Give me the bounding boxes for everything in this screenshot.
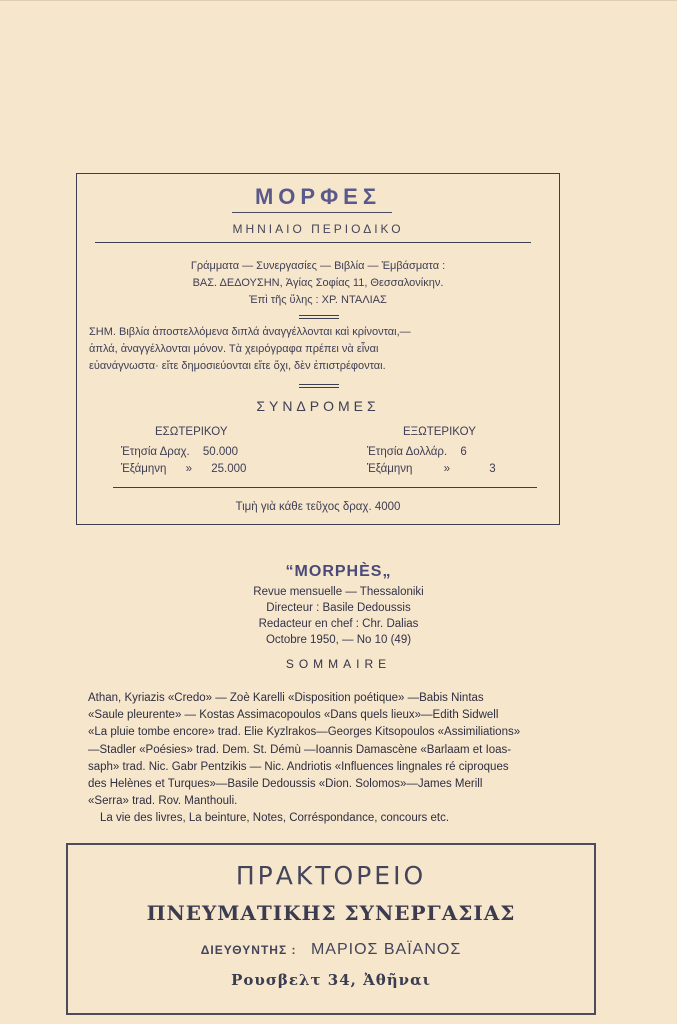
sommaire-contents	[88, 690, 596, 828]
stamp-director-label: ΔΙΕΥΘΥΝΤΗΣ :	[200, 943, 297, 957]
stamp-organization: ΠΝΕΥΜΑΤΙΚΗΣ ΣΥΝΕΡΓΑΣΙΑΣ	[146, 901, 516, 925]
domestic-heading: ΕΣΩΤΕΡΙΚΟΥ	[155, 426, 228, 438]
domestic-yearly-value: 50.000	[202, 446, 239, 458]
contents-line: Athan, Kyriazis «Credo» — Zoè Karelli «Disposition poétique» —Babis Nintas	[88, 692, 484, 704]
short-rule	[299, 384, 339, 385]
domestic-half-label: Ἑξάμηνη	[121, 463, 167, 475]
magazine-title-greek: ΜΟΡΦΕΣ	[254, 184, 382, 209]
short-rule	[299, 318, 339, 319]
foreign-half-label: Ἑξάμηνη	[367, 463, 413, 475]
issue-date-line: Octobre 1950, — No 10 (49)	[265, 634, 412, 646]
domestic-half-value: 25.000	[211, 463, 247, 475]
subscriptions-title: ΣΥΝΔΡΟΜΕΣ	[256, 398, 380, 414]
agency-stamp	[66, 843, 596, 1015]
contents-line: saph» trad. Nic. Gabr Pentzikis — Nic. Andriotis «Influences lingnales ré ciproques	[88, 760, 509, 773]
foreign-heading: ΕΞΩΤΕΡΙΚΟΥ	[403, 426, 476, 438]
contents-line: La vie des livres, La beinture, Notes, Corréspondance, concours etc.	[100, 812, 450, 825]
foreign-yearly	[367, 446, 467, 458]
contents-line: «Saule pleurente» — Kostas Assimacopoulos «Dans quels lieux»—Edith Sidwell	[88, 709, 499, 722]
contents-line: «Serra» trad. Rov. Manthouli.	[88, 795, 238, 808]
short-rule	[299, 315, 339, 316]
correspondence-line: Γράμματα — Συνεργασίες — Βιβλία — Ἐμβάσματα :	[190, 260, 446, 272]
divider-rule	[113, 487, 537, 488]
directeur-line: Directeur : Basile Dedoussis	[266, 602, 411, 614]
note-line: ΣΗΜ. Βιβλία ἀποστελλόμενα διπλά ἀναγγέλλονται καὶ κρίνονται,—	[89, 326, 411, 338]
magazine-info-box	[76, 173, 560, 525]
domestic-half	[121, 463, 246, 475]
note-line: εὐανάγνωστα· εἴτε δημοσιεύονται εἴτε ὄχι, δὲν ἐπιστρέφονται.	[89, 360, 386, 372]
address-line: ΒΑΣ. ΔΕΔΟΥΣΗΝ, Ἁγίας Σοφίας 11, Θεσσαλονίκην.	[192, 277, 444, 289]
divider-rule	[95, 242, 531, 243]
magazine-subtitle-greek: ΜΗΝΙΑΙΟ ΠΕΡΙΟΔΙΚΟ	[232, 222, 404, 236]
sommaire-title: SOMMAIRE	[285, 657, 392, 671]
stamp-director	[68, 941, 594, 959]
issue-price: Τιμὴ γιὰ κάθε τεῦχος δραχ. 4000	[235, 501, 401, 513]
foreign-half-value: 3	[489, 463, 496, 475]
domestic-half-ditto: »	[185, 463, 193, 475]
foreign-yearly-label: Ἐτησία Δολλάρ.	[367, 446, 448, 458]
contents-line: —Stadler «Poésies» trad. Dem. St. Démù —Ioannis Damascène «Barlaam et Ioas-	[88, 743, 512, 756]
page-top-edge	[0, 0, 677, 7]
revue-line: Revue mensuelle — Thessaloniki	[253, 586, 424, 598]
domestic-yearly-label: Ἐτησία Δραχ.	[121, 446, 190, 458]
stamp-director-name: ΜΑΡΙΟΣ ΒΑΪΑΝΟΣ	[310, 941, 462, 958]
note-line: ἁπλά, ἀναγγέλλονται μόνον. Τὰ χειρόγραφα πρέπει νὰ εἶναι	[89, 343, 379, 355]
magazine-title-french: “MORPHÈS„	[285, 563, 392, 580]
contents-line: «La pluie tombe encore» trad. Elie Kyzlrakos—Georges Kitsopoulos «Assimiliations»	[88, 726, 521, 739]
short-rule	[299, 387, 339, 388]
stamp-title: ΠΡΑΚΤΟΡΕΙΟ	[235, 861, 427, 890]
foreign-yearly-value: 6	[460, 446, 467, 458]
domestic-yearly	[121, 446, 238, 458]
stamp-address: Ρουσβελτ 34, Ἀθῆναι	[231, 971, 431, 989]
foreign-half-ditto: »	[443, 463, 451, 475]
redacteur-line: Redacteur en chef : Chr. Dalias	[258, 618, 419, 630]
contents-line: des Helènes et Turques»—Basile Dedoussis «Dion. Solomos»—James Merill	[88, 778, 483, 791]
note-paragraph	[89, 324, 551, 375]
editor-line: Ἐπὶ τῆς ὕλης : ΧΡ. ΝΤΑΛΙΑΣ	[249, 294, 387, 306]
foreign-half	[367, 463, 496, 475]
title-underline	[232, 212, 392, 213]
